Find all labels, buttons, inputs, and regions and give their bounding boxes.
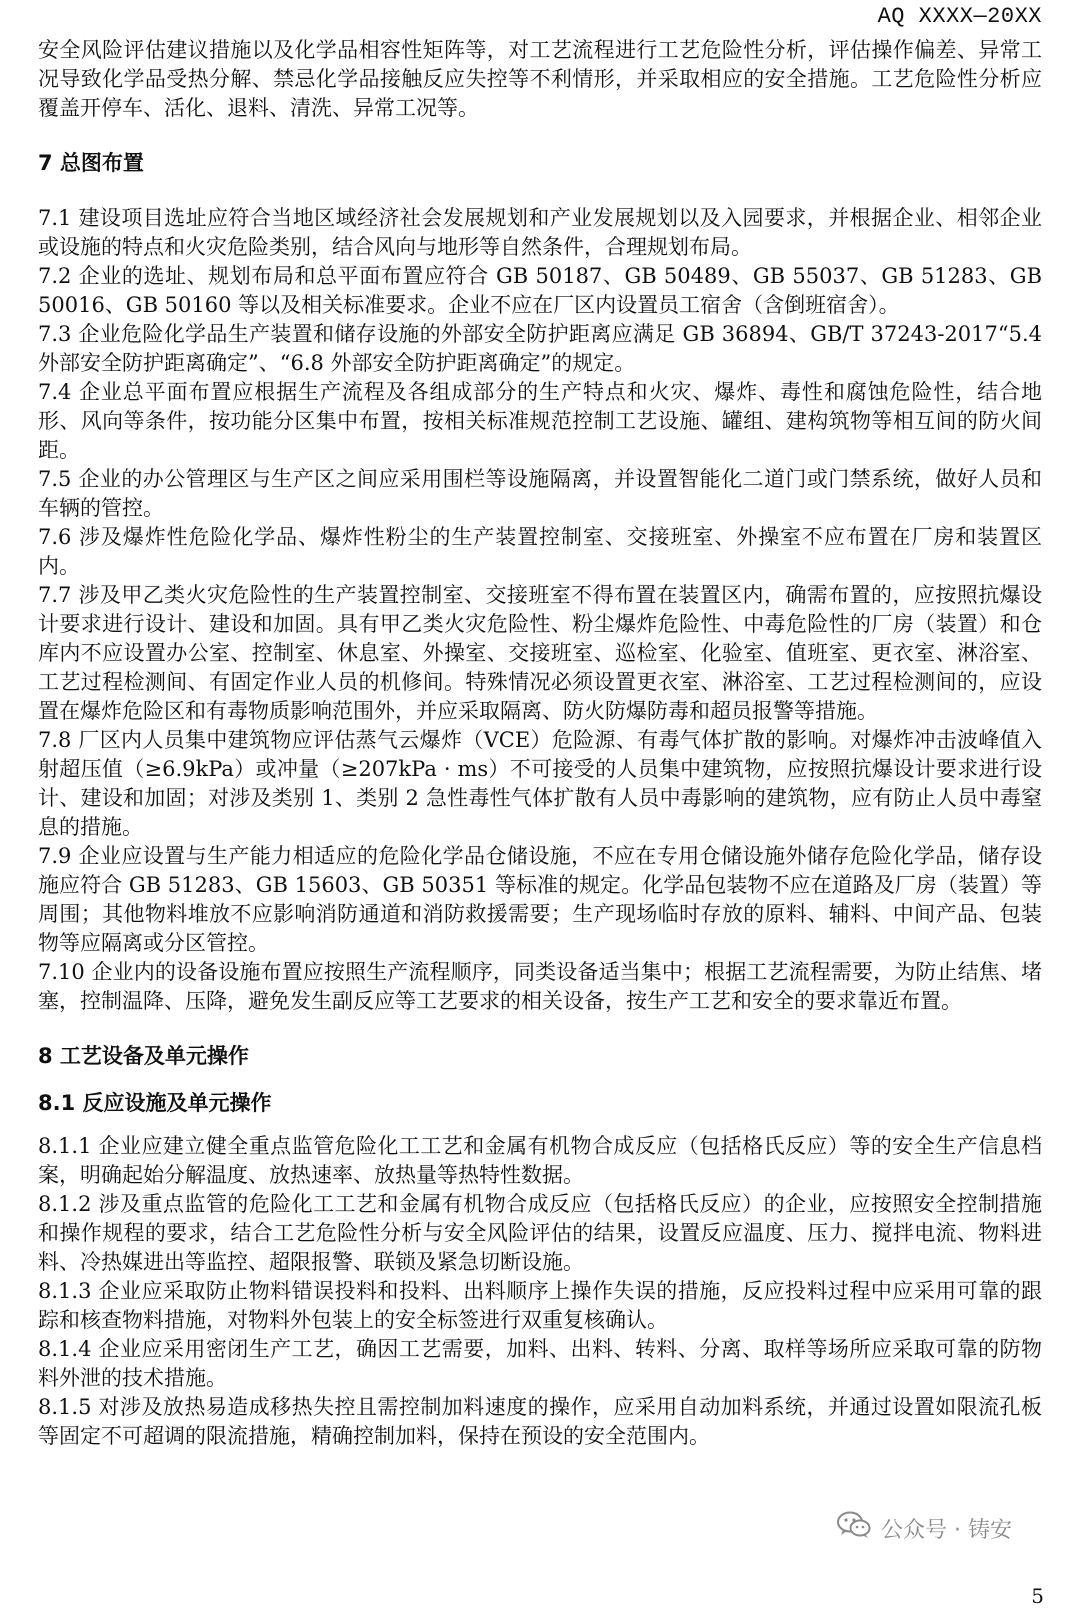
clause-8-1-3: 8.1.3 企业应采取防止物料错误投料和投料、出料顺序上操作失误的措施，反应投料过程中应采用可靠的跟踪和核查物料措施，对物料外包装上的安全标签进行双重复核确认。: [38, 1279, 1042, 1332]
clause-7-5: 7.5 企业的办公管理区与生产区之间应采用围栏等设施隔离，并设置智能化二道门或门禁系统，做好人员和车辆的管控。: [38, 467, 1042, 520]
watermark-text: 公众号 · 铸安: [881, 1517, 1012, 1543]
clause-7-6: 7.6 涉及爆炸性危险化学品、爆炸性粉尘的生产装置控制室、交接班室、外操室不应布置在厂房和装置区内。: [38, 525, 1042, 578]
intro-paragraph: 安全风险评估建议措施以及化学品相容性矩阵等，对工艺流程进行工艺危险性分析，评估操作偏差、异常工况导致化学品受热分解、禁忌化学品接触反应失控等不利情形，并采取相应的安全措施。工艺危险性分析应覆盖开停车、活化、退料、清洗、异常工况等。: [38, 38, 1042, 120]
clause-7-7: 7.7 涉及甲乙类火灾危险性的生产装置控制室、交接班室不得布置在装置区内，确需布置的，应按照抗爆设计要求进行设计、建设和加固。具有甲乙类火灾危险性、粉尘爆炸危险性、中毒危险性的厂房（装置）和仓库内不应设置办公室、控制室、休息室、外操室、交接班室、巡检室、化验室、值班室、更衣室、淋浴室、工艺过程检测间、有固定作业人员的机修间。特殊情况必须设置更衣室、淋浴室、工艺过程检测间的，应设置在爆炸危险区和有毒物质影响范围外，并应采取隔离、防火防爆防毒和超员报警等措施。: [38, 583, 1042, 723]
clause-7-3: 7.3 企业危险化学品生产装置和储存设施的外部安全防护距离应满足 GB 36894、GB/T 37243-2017“5.4 外部安全防护距离确定”、“6.8 外部安全防护距离确定”的规定。: [38, 322, 1042, 375]
clause-8-1-5: 8.1.5 对涉及放热易造成移热失控且需控制加料速度的操作，应采用自动加料系统，并通过设置如限流孔板等固定不可超调的限流措施，精确控制加料，保持在预设的安全范围内。: [38, 1395, 1042, 1448]
clause-8-1-2: 8.1.2 涉及重点监管的危险化工工艺和金属有机物合成反应（包括格氏反应）的企业，应按照安全控制措施和操作规程的要求，结合工艺危险性分析与安全风险评估的结果，设置反应温度、压力、搅拌电流、物料进料、冷热媒进出等监控、超限报警、联锁及紧急切断设施。: [38, 1192, 1042, 1274]
clause-8-1-4: 8.1.4 企业应采用密闭生产工艺，确因工艺需要，加料、出料、转料、分离、取样等场所应采取可靠的防物料外泄的技术措施。: [38, 1337, 1042, 1390]
document-body: [38, 36, 1042, 1451]
clause-7-1: 7.1 建设项目选址应符合当地区域经济社会发展规划和产业发展规划以及入园要求，并根据企业、相邻企业或设施的特点和火灾危险类别，结合风向与地形等自然条件，合理规划布局。: [38, 206, 1042, 259]
wechat-watermark: [837, 1511, 1012, 1545]
clause-7-9: 7.9 企业应设置与生产能力相适应的危险化学品仓储设施，不应在专用仓储设施外储存危险化学品，储存设施应符合 GB 51283、GB 15603、GB 50351 等标准的规定。化学品包装物不应在道路及厂房（装置）等周围；其他物料堆放不应影响消防通道和消防救援需要；生产现场临时存放的原料、辅料、中间产品、包装物等应隔离或分区管控。: [38, 844, 1042, 955]
wechat-icon: [837, 1511, 871, 1545]
section-8-1-heading: 8.1 反应设施及单元操作: [38, 1091, 272, 1115]
section-7-heading: 7 总图布置: [38, 151, 144, 175]
clause-7-2: 7.2 企业的选址、规划布局和总平面布置应符合 GB 50187、GB 50489、GB 55037、GB 51283、GB 50016、GB 50160 等以及相关标准要求。企业不应在厂区内设置员工宿舍（含倒班宿舍）。: [38, 264, 1042, 317]
clause-8-1-1: 8.1.1 企业应建立健全重点监管危险化工工艺和金属有机物合成反应（包括格氏反应）等的安全生产信息档案，明确起始分解温度、放热速率、放热量等热特性数据。: [38, 1134, 1042, 1187]
document-code: AQ XXXX—20XX: [877, 4, 1042, 29]
clause-7-4: 7.4 企业总平面布置应根据生产流程及各组成部分的生产特点和火灾、爆炸、毒性和腐蚀危险性，结合地形、风向等条件，按功能分区集中布置，按相关标准规范控制工艺设施、罐组、建构筑物等相互间的防火间距。: [38, 380, 1042, 462]
page-number: 5: [1031, 1584, 1044, 1608]
clause-7-10: 7.10 企业内的设备设施布置应按照生产流程顺序，同类设备适当集中；根据工艺流程需要，为防止结焦、堵塞，控制温降、压降，避免发生副反应等工艺要求的相关设备，按生产工艺和安全的要求靠近布置。: [38, 960, 1042, 1013]
section-8-heading: 8 工艺设备及单元操作: [38, 1044, 249, 1068]
clause-7-8: 7.8 厂区内人员集中建筑物应评估蒸气云爆炸（VCE）危险源、有毒气体扩散的影响。对爆炸冲击波峰值入射超压值（≥6.9kPa）或冲量（≥207kPa · ms）不可接受的人员集中建筑物，应按照抗爆设计要求进行设计、建设和加固；对涉及类别 1、类别 2 急性毒性气体扩散有人员中毒影响的建筑物，应有防止人员中毒窒息的措施。: [38, 728, 1042, 839]
